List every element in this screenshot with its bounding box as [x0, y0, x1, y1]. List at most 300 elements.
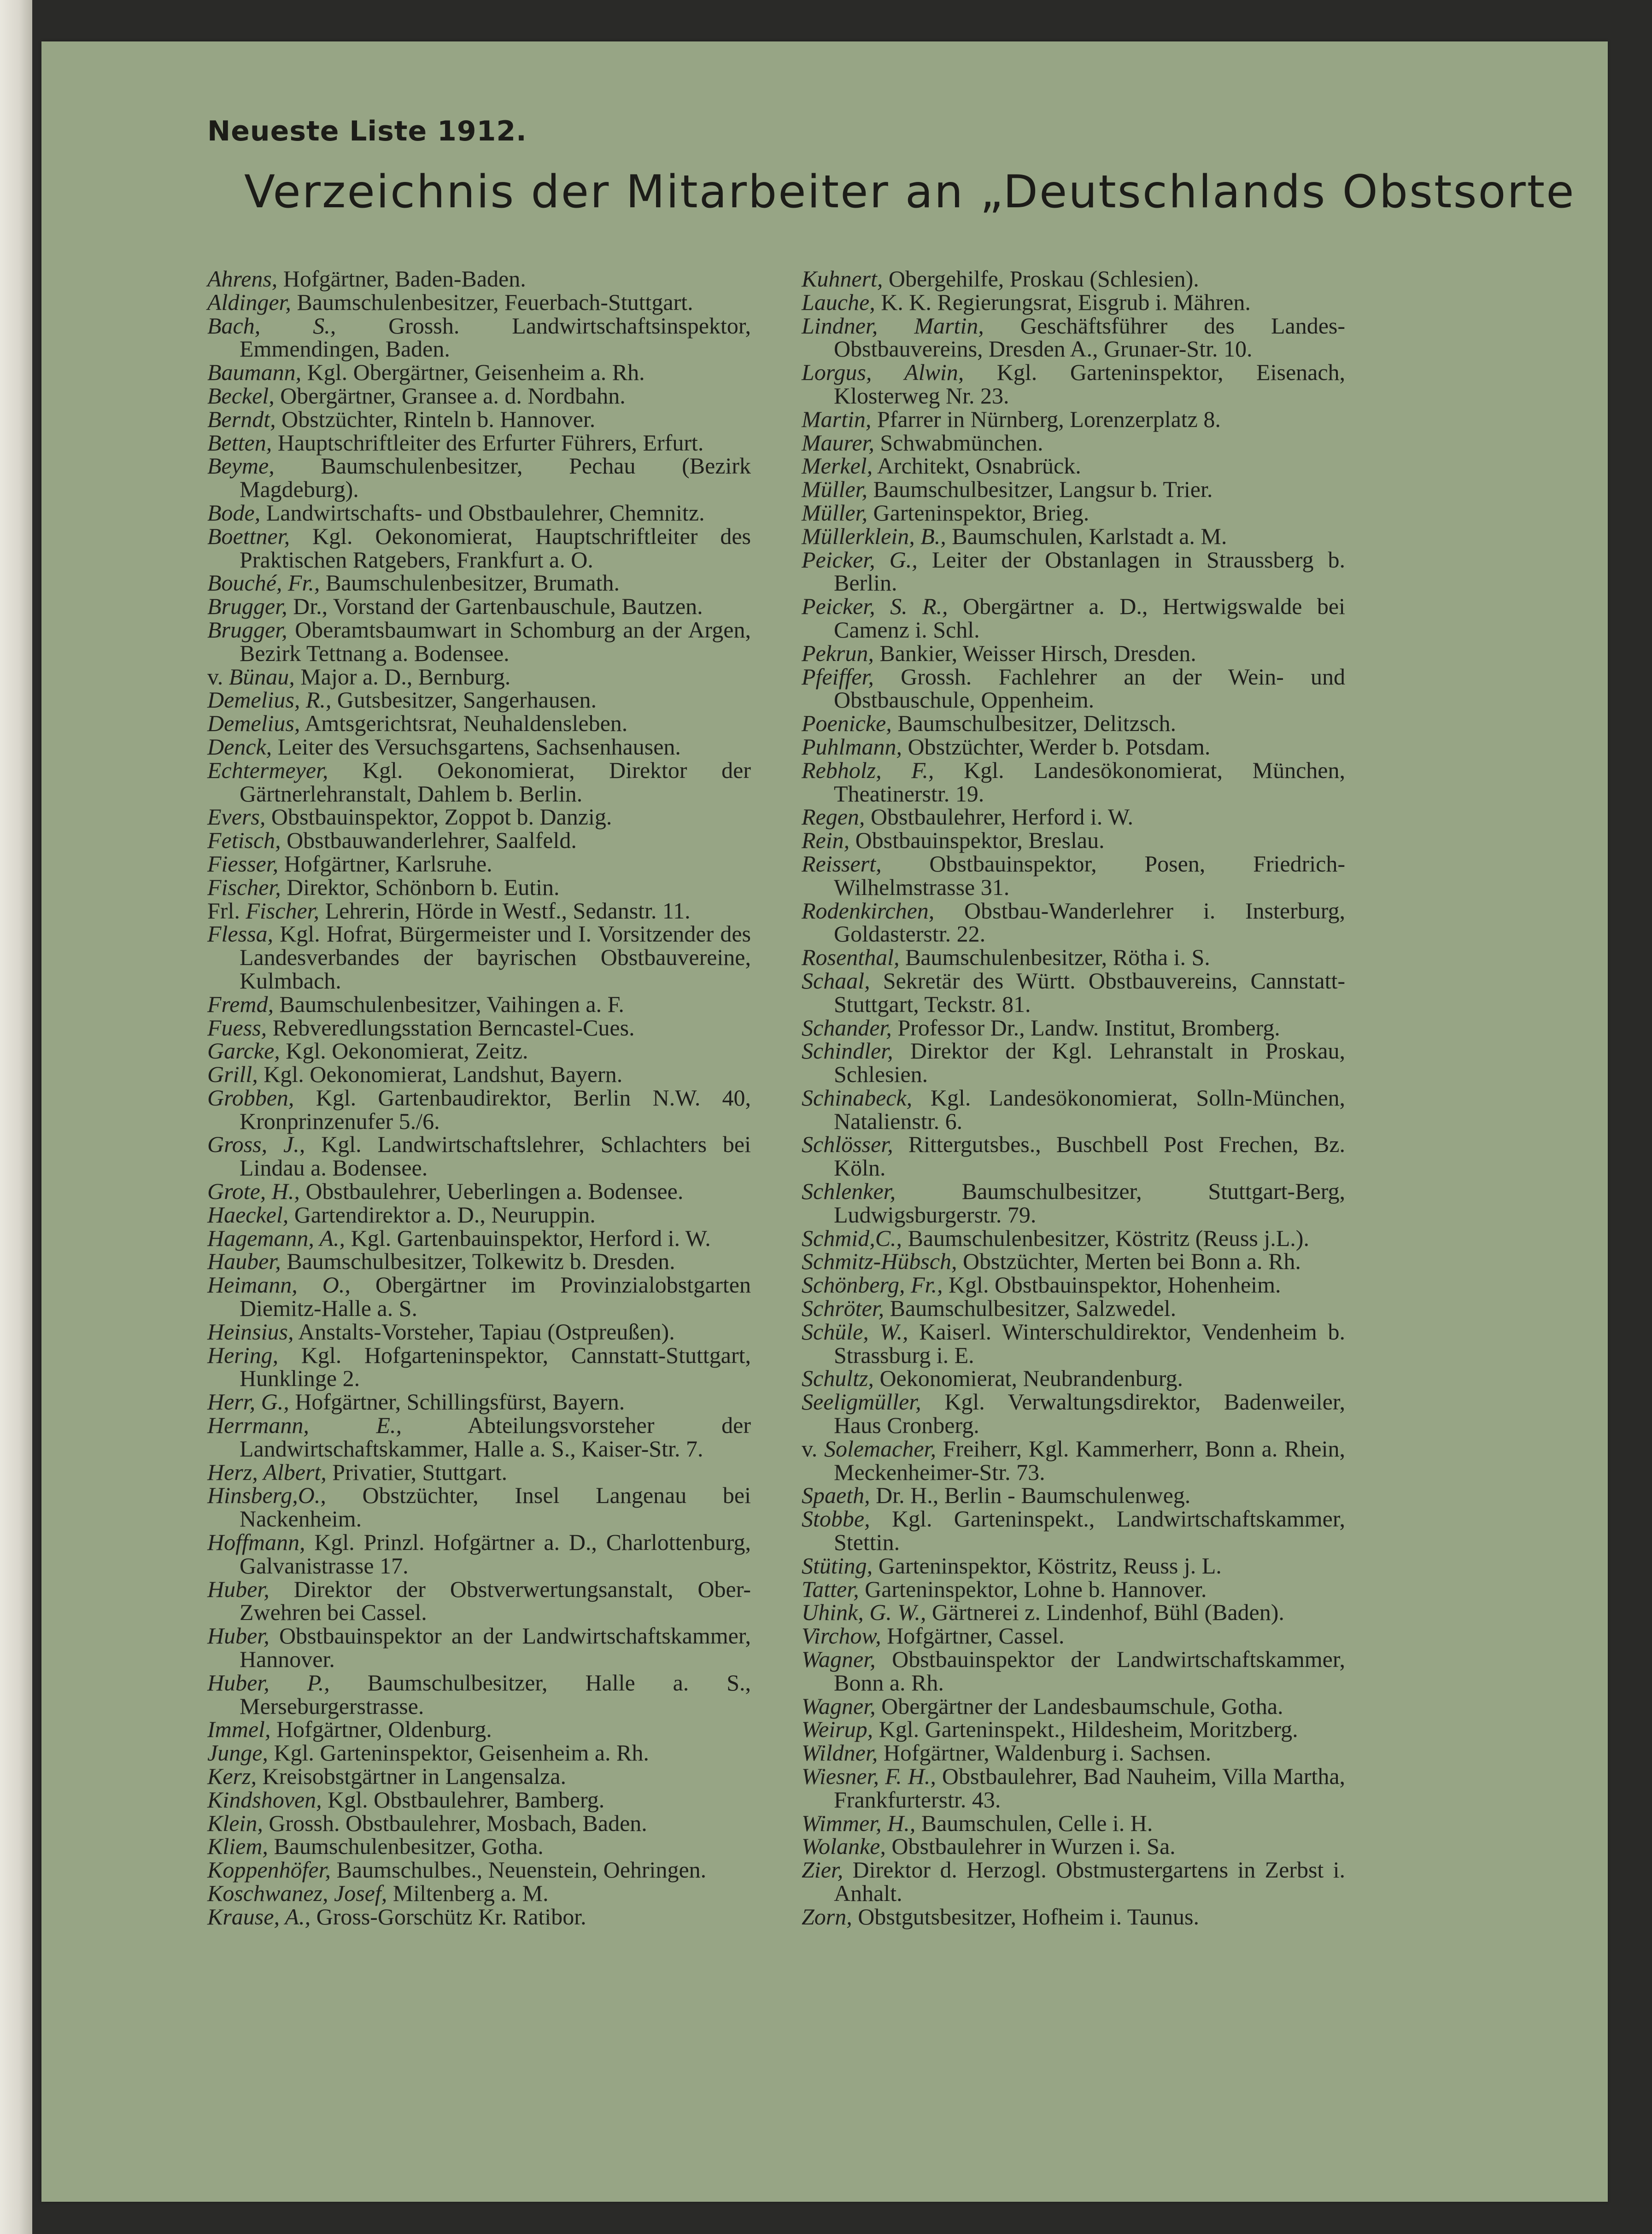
contributor-details: Lehrerin, Hörde in Westf., Sedanstr. 11.	[325, 897, 691, 924]
contributor-entry	[802, 1250, 1345, 1273]
contributor-details: Baumschulbes., Neuenstein, Oehringen.	[336, 1857, 707, 1883]
contributor-entry	[802, 314, 1345, 361]
contributor-name: Fuess,	[207, 1014, 267, 1041]
contributor-details: Grossh. Obstbaulehrer, Mosbach, Baden.	[269, 1810, 647, 1836]
contributor-details: Miltenberg a. M.	[392, 1880, 549, 1906]
contributor-name: Spaeth,	[802, 1482, 870, 1509]
contributor-details: Baumschulen, Celle i. H.	[921, 1810, 1153, 1836]
contributor-name: Schlösser,	[802, 1131, 893, 1158]
contributor-details: Direktor der Obstverwertungsanstalt, Ober-Zwehren bei Cassel.	[240, 1576, 751, 1626]
contributor-name: Beyme,	[207, 453, 275, 479]
contributor-details: Baumschulbesitzer, Salzwedel.	[890, 1295, 1177, 1322]
contributor-details: Grossh. Fachlehrer an der Wein- und Obstbauschule, Oppenheim.	[834, 663, 1346, 713]
contributor-entry	[207, 1250, 751, 1273]
contributor-name: Regen,	[802, 804, 865, 830]
contributor-entry	[207, 759, 751, 806]
contributor-name: Heinsius,	[207, 1318, 294, 1345]
contributor-details: Kgl. Landesökonomierat, Solln-München, Natalienstr. 6.	[834, 1084, 1345, 1134]
contributor-name: Demelius,	[207, 710, 300, 737]
contributor-name: Weirup,	[802, 1716, 873, 1743]
contributor-name: Echtermeyer,	[207, 757, 328, 783]
contributor-entry	[207, 1531, 751, 1578]
contributor-name: Koppenhöfer,	[207, 1857, 331, 1883]
contributor-details: Baumschulenbesitzer, Pechau (Bezirk Magdeburg).	[240, 453, 751, 503]
contributor-entry	[802, 1554, 1345, 1578]
contributor-details: Kgl. Landesökonomierat, München, Theatinerstr. 19.	[834, 757, 1345, 807]
contributor-details: Obergärtner der Landesbaumschule, Gotha.	[881, 1693, 1283, 1719]
contributor-entry	[207, 665, 751, 689]
contributor-entry	[802, 642, 1345, 665]
contributor-details: Kgl. Landwirtschaftslehrer, Schlachters bei Lindau a. Bodensee.	[240, 1131, 751, 1181]
contributor-details: Schwabmünchen.	[880, 429, 1043, 456]
contributor-entry	[207, 267, 751, 291]
contributor-entry	[207, 314, 751, 361]
contributor-details: Garteninspektor, Brieg.	[873, 499, 1090, 526]
contributor-details: Hofgärtner, Waldenburg i. Sachsen.	[883, 1740, 1212, 1766]
contributor-entry	[802, 1016, 1345, 1040]
contributor-entry	[207, 1344, 751, 1391]
contributor-name: Koschwanez, Josef,	[207, 1880, 387, 1906]
contributor-name: Brugger,	[207, 616, 287, 643]
contributor-name: Hering,	[207, 1342, 279, 1368]
contributor-entry	[802, 1180, 1345, 1227]
contributor-entry	[207, 1671, 751, 1718]
document-page	[41, 41, 1608, 2202]
contributor-details: Landwirtschafts- und Obstbaulehrer, Chemnitz.	[266, 499, 705, 526]
contributor-name: Zier,	[802, 1857, 844, 1883]
contributor-name: Huber,	[207, 1576, 269, 1602]
contributor-name: Lauche,	[802, 289, 875, 315]
contributor-entry	[207, 1063, 751, 1086]
contributor-details: Obstbaulehrer in Wurzen i. Sa.	[891, 1833, 1176, 1860]
contributor-name: Garcke,	[207, 1038, 280, 1064]
contributor-details: Baumschulbesitzer, Delitzsch.	[897, 710, 1176, 737]
contributor-details: Kreisobstgärtner in Langensalza.	[262, 1763, 566, 1789]
contributor-entry	[207, 525, 751, 572]
contributor-details: Kgl. Obstbaulehrer, Bamberg.	[328, 1786, 605, 1813]
contributor-details: Kgl. Oekonomierat, Zeitz.	[286, 1038, 528, 1064]
contributor-name: Grote, H.,	[207, 1178, 300, 1205]
contributor-name: Schindler,	[802, 1038, 893, 1064]
contributor-details: Obstbauinspektor, Zoppot b. Danzig.	[271, 804, 612, 830]
contributor-name: Puhlmann,	[802, 733, 902, 760]
contributor-name: Schönberg, Fr.,	[802, 1272, 943, 1298]
contributor-name: Rebholz, F.,	[802, 757, 934, 783]
contributor-name: Fiesser,	[207, 850, 279, 877]
contributor-details: Hofgärtner, Baden-Baden.	[283, 266, 526, 292]
contributor-details: Obergärtner, Gransee a. d. Nordbahn.	[280, 382, 626, 409]
contributor-details: Kgl. Gartenbaudirektor, Berlin N.W. 40, Kronprinzenufer 5./6.	[240, 1084, 751, 1134]
contributor-name: Lorgus, Alwin,	[802, 359, 964, 386]
contributor-entry	[207, 852, 751, 876]
contributor-entry	[207, 1273, 751, 1320]
contributor-details: Kgl. Oekonomierat, Direktor der Gärtnerlehranstalt, Dahlem b. Berlin.	[240, 757, 751, 807]
contributor-name: Kliem,	[207, 1833, 268, 1860]
contributor-name: Merkel,	[802, 453, 873, 479]
contributor-details: Abteilungsvorsteher der Landwirtschaftskammer, Halle a. S., Kaiser-Str. 7.	[240, 1412, 751, 1462]
contributor-entry	[207, 712, 751, 735]
contributor-entry	[207, 1812, 751, 1835]
contributor-entry	[207, 408, 751, 431]
contributor-name: Fischer,	[207, 874, 281, 900]
contributor-details: Oberamtsbaumwart in Schomburg an der Argen, Bezirk Tettnang a. Bodensee.	[240, 616, 751, 666]
contributor-entry	[207, 1390, 751, 1414]
contributor-details: Baumschulbesitzer, Langsur b. Trier.	[873, 476, 1213, 503]
contributor-entry	[802, 805, 1345, 829]
contributor-name: Evers,	[207, 804, 266, 830]
contributor-entry	[207, 899, 751, 923]
contributor-entry	[207, 1882, 751, 1905]
contributor-details: Direktor der Kgl. Lehranstalt in Proskau, Schlesien.	[834, 1038, 1345, 1088]
contributor-entry	[802, 291, 1345, 314]
contributor-entry	[207, 1016, 751, 1040]
contributor-name: Müller,	[802, 476, 868, 503]
contributor-entry	[207, 1203, 751, 1227]
contributor-entry	[802, 852, 1345, 899]
contributor-entry	[207, 1484, 751, 1531]
contributor-details: Anstalts-Vorsteher, Tapiau (Ostpreußen).	[298, 1318, 675, 1345]
contributor-entry	[802, 361, 1345, 408]
contributor-name: Herrmann, E.,	[207, 1412, 402, 1439]
contributor-details: Obergärtner a. D., Hertwigswalde bei Camenz i. Schl.	[834, 593, 1345, 643]
contributor-entry	[207, 1624, 751, 1671]
contributor-entry	[802, 1624, 1345, 1648]
contributor-name: Lindner, Martin,	[802, 312, 984, 339]
name-prefix: Frl.	[207, 897, 240, 924]
contributor-name: Schinabeck,	[802, 1084, 913, 1111]
contributor-name: Wiesner, F. H.,	[802, 1763, 936, 1789]
contributor-name: Aldinger,	[207, 289, 291, 315]
contributor-entry	[802, 548, 1345, 595]
contributor-entry	[802, 1718, 1345, 1741]
contributor-entry	[802, 1437, 1345, 1484]
contributor-details: Grossh. Landwirtschaftsinspektor, Emmendingen, Baden.	[240, 312, 751, 362]
contributor-entry	[802, 595, 1345, 642]
contributor-name: Flessa,	[207, 921, 274, 947]
contributor-name: Schmitz-Hübsch,	[802, 1248, 957, 1275]
contributor-details: Obergärtner im Provinzialobstgarten Diemitz-Halle a. S.	[240, 1272, 751, 1322]
contributor-name: Kerz,	[207, 1763, 257, 1789]
contributor-name: Rosenthal,	[802, 944, 900, 971]
contributor-details: Obstbau-Wanderlehrer i. Insterburg, Goldasterstr. 22.	[834, 897, 1345, 947]
contributor-details: Obstzüchter, Rinteln b. Hannover.	[281, 406, 596, 432]
contributor-name: Poenicke,	[802, 710, 892, 737]
contributor-entry	[207, 1320, 751, 1344]
page-title: Verzeichnis der Mitarbeiter an „Deutschlands Obstsorte	[244, 166, 1576, 218]
contributor-entry	[802, 478, 1345, 501]
contributor-details: Kgl. Garteninspekt., Hildesheim, Moritzberg.	[879, 1716, 1298, 1743]
list-edition-heading: Neueste Liste 1912.	[207, 115, 527, 147]
contributor-name: Virchow,	[802, 1623, 881, 1649]
contributor-name: Reissert,	[802, 850, 882, 877]
contributor-entry	[802, 759, 1345, 806]
contributor-entry	[802, 1227, 1345, 1250]
contributor-entry	[207, 829, 751, 852]
contributor-name: Junge,	[207, 1740, 268, 1766]
contributor-entry	[802, 525, 1345, 548]
contributor-name: Boettner,	[207, 523, 290, 549]
contributor-details: Baumschulenbesitzer, Vaihingen a. F.	[279, 991, 624, 1017]
contributor-entry	[802, 1695, 1345, 1718]
contributor-details: Kgl. Verwaltungsdirektor, Badenweiler, Haus Cronberg.	[834, 1389, 1346, 1439]
contributor-name: Schröter,	[802, 1295, 885, 1322]
contributor-name: Berndt,	[207, 406, 276, 432]
contributor-details: Baumschulbesitzer, Stuttgart-Berg, Ludwigsburgerstr. 79.	[834, 1178, 1345, 1228]
contributor-details: Obstbauwanderlehrer, Saalfeld.	[287, 827, 577, 854]
contributor-name: Tatter,	[802, 1576, 859, 1602]
contributor-name: Ahrens,	[207, 266, 278, 292]
contributor-entry	[802, 1507, 1345, 1554]
contributor-name: Zorn,	[802, 1903, 852, 1930]
contributor-details: Major a. D., Bernburg.	[300, 663, 511, 690]
contributor-entry	[802, 1858, 1345, 1905]
contributor-details: Obstzüchter, Werder b. Potsdam.	[908, 733, 1211, 760]
contributor-name: Rein,	[802, 827, 850, 854]
contributor-entry	[207, 618, 751, 665]
contributor-details: Obstbauinspektor der Landwirtschaftskammer, Bonn a. Rh.	[834, 1646, 1345, 1696]
contributor-name: Bouché, Fr.,	[207, 570, 320, 596]
contributor-details: Obstbauinspektor, Breslau.	[855, 827, 1105, 854]
contributor-name: Klein,	[207, 1810, 263, 1836]
contributor-name: Bach, S.,	[207, 312, 336, 339]
contributor-details: Rittergutsbes., Buschbell Post Frechen, Bz. Köln.	[834, 1131, 1345, 1181]
contributor-entry	[207, 501, 751, 525]
contributor-details: Gärtnerei z. Lindenhof, Bühl (Baden).	[931, 1599, 1284, 1626]
contributor-entry	[207, 1905, 751, 1929]
contributor-entry	[802, 1320, 1345, 1367]
name-prefix: v.	[207, 663, 223, 690]
contributor-details: Direktor d. Herzogl. Obstmustergartens in Zerbst i. Anhalt.	[834, 1857, 1346, 1906]
contributor-details: Baumschulbesitzer, Halle a. S., Merseburgerstrasse.	[240, 1669, 751, 1719]
contributor-details: Kgl. Garteninspektor, Eisenach, Klosterweg Nr. 23.	[834, 359, 1346, 409]
contributor-details: Obstzüchter, Insel Langenau bei Nackenheim.	[240, 1482, 751, 1532]
contributor-entry	[207, 595, 751, 618]
contributor-name: Wildner,	[802, 1740, 878, 1766]
contributor-name: Uhink, G. W.,	[802, 1599, 926, 1626]
contributor-details: Obstzüchter, Merten bei Bonn a. Rh.	[962, 1248, 1301, 1275]
contributor-details: Hofgärtner, Schillingsfürst, Bayern.	[295, 1389, 625, 1415]
contributor-entry	[207, 1578, 751, 1625]
contributor-name: Fischer,	[246, 897, 320, 924]
contributor-details: Bankier, Weisser Hirsch, Dresden.	[879, 640, 1196, 666]
contributor-details: Rebveredlungsstation Berncastel-Cues.	[272, 1014, 635, 1041]
contributor-details: Baumschulbesitzer, Tolkewitz b. Dresden.	[287, 1248, 675, 1275]
contributor-entry	[207, 1718, 751, 1741]
contributor-name: Heimann, O.,	[207, 1272, 351, 1298]
contributor-entry	[207, 1741, 751, 1765]
contributor-details: Professor Dr., Landw. Institut, Bromberg.	[897, 1014, 1280, 1041]
contributor-name: Schmid,C.,	[802, 1225, 902, 1251]
contributor-details: Geschäftsführer des Landes-Obstbauvereins, Dresden A., Grunaer-Str. 10.	[834, 312, 1345, 362]
contributor-name: Bünau,	[228, 663, 295, 690]
contributor-name: Fremd,	[207, 991, 274, 1017]
contributor-name: Schlenker,	[802, 1178, 896, 1205]
contributor-entry	[802, 899, 1345, 946]
contributor-name: Martin,	[802, 406, 872, 432]
contributor-details: Dr. H., Berlin - Baumschulenweg.	[876, 1482, 1191, 1509]
contributor-details: Hofgärtner, Karlsruhe.	[284, 850, 492, 877]
contributor-name: Gross, J.,	[207, 1131, 305, 1158]
contributor-details: Kgl. Oekonomierat, Landshut, Bayern.	[264, 1061, 623, 1088]
contributor-entry	[207, 876, 751, 899]
contributor-name: Huber, P.,	[207, 1669, 330, 1696]
contributor-details: Gartendirektor a. D., Neuruppin.	[294, 1201, 596, 1228]
contributor-entry	[802, 969, 1345, 1016]
contributor-name: Herr, G.,	[207, 1389, 289, 1415]
contributor-details: Garteninspektor, Köstritz, Reuss j. L.	[878, 1552, 1222, 1579]
contributor-details: Kgl. Garteninspekt., Landwirtschaftskammer, Stettin.	[834, 1506, 1346, 1556]
contributor-name: Peicker, S. R.,	[802, 593, 948, 620]
contributor-details: Amtsgerichtsrat, Neuhaldensleben.	[305, 710, 628, 737]
contributor-name: Hoffmann,	[207, 1529, 305, 1556]
contributor-details: Kgl. Oekonomierat, Hauptschriftleiter des Praktischen Ratgebers, Frankfurt a. O.	[240, 523, 751, 573]
contributor-entry	[802, 1835, 1345, 1858]
contributor-name: Seeligmüller,	[802, 1389, 921, 1415]
contributor-details: Architekt, Osnabrück.	[877, 453, 1081, 479]
contributor-name: Beckel,	[207, 382, 275, 409]
contributor-entry	[802, 1601, 1345, 1624]
contributor-name: Kuhnert,	[802, 266, 883, 292]
contributor-name: Pekrun,	[802, 640, 874, 666]
contributor-details: Obstgutsbesitzer, Hofheim i. Taunus.	[858, 1903, 1199, 1930]
contributor-entry	[207, 1180, 751, 1203]
contributor-details: Direktor, Schönborn b. Eutin.	[287, 874, 560, 900]
contributor-entry	[207, 1133, 751, 1180]
contributor-entry	[802, 1273, 1345, 1297]
contributor-entry	[207, 361, 751, 384]
contributor-entry	[802, 735, 1345, 759]
contributor-details: Baumschulenbesitzer, Rötha i. S.	[905, 944, 1210, 971]
contributor-details: Baumschulenbesitzer, Gotha.	[274, 1833, 544, 1860]
contributor-name: Huber,	[207, 1623, 269, 1649]
contributor-entry	[802, 1133, 1345, 1180]
left-column	[207, 267, 751, 1929]
contributor-name: Demelius, R.,	[207, 687, 332, 713]
contributor-details: Hofgärtner, Oldenburg.	[276, 1716, 492, 1743]
right-column	[802, 267, 1345, 1929]
contributor-name: Schaal,	[802, 967, 870, 994]
contributor-entry	[207, 454, 751, 501]
contributor-details: K. K. Regierungsrat, Eisgrub i. Mähren.	[881, 289, 1251, 315]
contributor-entry	[207, 1835, 751, 1858]
contributor-name: Müller,	[802, 499, 868, 526]
contributor-entry	[802, 1297, 1345, 1320]
contributor-name: Pfeiffer,	[802, 663, 874, 690]
contributor-entry	[207, 922, 751, 992]
contributor-entry	[207, 571, 751, 595]
contributor-entry	[207, 1227, 751, 1250]
contributor-details: Baumschulenbesitzer, Brumath.	[325, 570, 620, 596]
contributor-entry	[802, 1765, 1345, 1812]
contributor-name: Bode,	[207, 499, 261, 526]
contributor-name: Wagner,	[802, 1646, 876, 1673]
contributor-entry	[802, 946, 1345, 969]
contributor-entry	[802, 501, 1345, 525]
contributor-name: Betten,	[207, 429, 272, 456]
contributor-entry	[207, 1765, 751, 1788]
contributor-name: Schüle, W.,	[802, 1318, 908, 1345]
contributor-details: Obstbaulehrer, Herford i. W.	[870, 804, 1134, 830]
contributor-details: Privatier, Stuttgart.	[332, 1459, 508, 1485]
contributor-entry	[802, 408, 1345, 431]
contributor-entry	[207, 1858, 751, 1882]
contributor-details: Kgl. Obstbauinspektor, Hohenheim.	[948, 1272, 1281, 1298]
contributor-name: Hagemann, A.,	[207, 1225, 346, 1251]
contributor-details: Baumschulen, Karlstadt a. M.	[952, 523, 1227, 549]
contributor-details: Baumschulenbesitzer, Feuerbach-Stuttgart.	[297, 289, 693, 315]
contributor-name: Kindshoven,	[207, 1786, 322, 1813]
contributor-details: Obstbauinspektor, Posen, Friedrich-Wilhelmstrasse 31.	[834, 850, 1345, 900]
contributor-entry	[802, 665, 1345, 712]
contributor-entry	[802, 1039, 1345, 1086]
contributor-entry	[207, 384, 751, 408]
contributor-entry	[207, 735, 751, 759]
contributor-entry	[802, 431, 1345, 455]
contributor-details: Kaiserl. Winterschuldirektor, Vendenheim b. Strassburg i. E.	[834, 1318, 1345, 1368]
contributor-details: Gross-Gorschütz Kr. Ratibor.	[316, 1903, 586, 1930]
contributor-name: Müllerklein, B.,	[802, 523, 946, 549]
contributor-details: Obstbauinspektor an der Landwirtschaftskammer, Hannover.	[240, 1623, 751, 1673]
contributor-details: Obstbaulehrer, Ueberlingen a. Bodensee.	[305, 1178, 684, 1205]
contributor-name: Rodenkirchen,	[802, 897, 935, 924]
contributor-name: Immel,	[207, 1716, 271, 1743]
contributor-entry	[207, 688, 751, 712]
contributor-details: Garteninspektor, Lohne b. Hannover.	[865, 1576, 1207, 1602]
contributor-name: Hinsberg,O.,	[207, 1482, 326, 1509]
contributor-entry	[802, 1741, 1345, 1765]
contributor-name: Fetisch,	[207, 827, 281, 854]
contributor-details: Pfarrer in Nürnberg, Lorenzerplatz 8.	[877, 406, 1221, 432]
contributor-name: Stobbe,	[802, 1506, 870, 1532]
contributor-details: Kgl. Hofrat, Bürgermeister und I. Vorsitzender des Landesverbandes der bayrischen Obstbauvereine, Kulmbach.	[240, 921, 751, 994]
contributor-name: Krause, A.,	[207, 1903, 311, 1930]
contributor-entry	[207, 1461, 751, 1484]
contributor-name: Solemacher,	[824, 1435, 936, 1462]
name-prefix: v.	[802, 1435, 818, 1462]
contributor-entry	[802, 712, 1345, 735]
contributor-details: Hauptschriftleiter des Erfurter Führers, Erfurt.	[277, 429, 704, 456]
contributor-name: Schander,	[802, 1014, 892, 1041]
contributor-name: Baumann,	[207, 359, 302, 386]
contributor-entry	[802, 1086, 1345, 1133]
contributor-entry	[207, 1086, 751, 1133]
contributor-details: Hofgärtner, Cassel.	[887, 1623, 1065, 1649]
contributor-entry	[207, 1788, 751, 1812]
contributor-name: Wolanke,	[802, 1833, 886, 1860]
contributor-name: Schultz,	[802, 1365, 874, 1392]
contributor-details: Leiter des Versuchsgartens, Sachsenhausen.	[277, 733, 681, 760]
contributor-name: Brugger,	[207, 593, 287, 620]
contributor-name: Grobben,	[207, 1084, 294, 1111]
contributor-details: Leiter der Obstanlagen in Straussberg b. Berlin.	[834, 546, 1346, 596]
contributor-name: Wimmer, H.,	[802, 1810, 916, 1836]
contributor-entry	[802, 1905, 1345, 1929]
contributor-entry	[802, 1648, 1345, 1695]
contributor-details: Kgl. Garteninspektor, Geisenheim a. Rh.	[274, 1740, 649, 1766]
contributor-entry	[802, 1812, 1345, 1835]
contributor-name: Grill,	[207, 1061, 258, 1088]
contributor-entry	[207, 1039, 751, 1063]
contributor-entry	[802, 1367, 1345, 1390]
contributor-entry	[207, 431, 751, 455]
contributor-details: Baumschulenbesitzer, Köstritz (Reuss j.L.).	[908, 1225, 1309, 1251]
contributor-entry	[207, 805, 751, 829]
contributor-details: Dr., Vorstand der Gartenbauschule, Bautzen.	[293, 593, 703, 620]
contributor-name: Wagner,	[802, 1693, 876, 1719]
contributor-details: Obstbaulehrer, Bad Nauheim, Villa Martha, Frankfurterstr. 43.	[834, 1763, 1346, 1813]
contributor-details: Obergehilfe, Proskau (Schlesien).	[888, 266, 1199, 292]
contributor-entry	[802, 267, 1345, 291]
